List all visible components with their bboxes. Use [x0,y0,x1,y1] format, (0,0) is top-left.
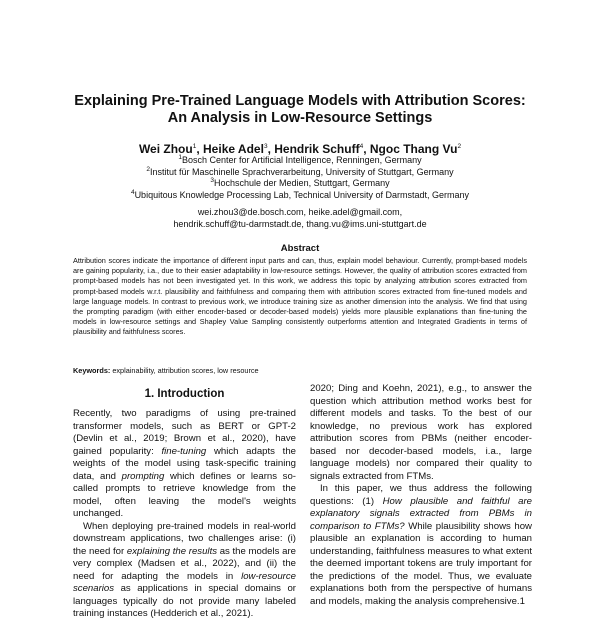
text-run: When deploying pre-trained models in real-world downstream applications, two challenges arise: (i) the need for [73,520,296,557]
text-run: While plausibility shows how plausible an explanation is according to human understanding, faithfulness measures to what extent the deemed important tokens are truly important for the predictions of the model. Thus, we evaluate explanations both from the perspective of humans and models, making the analysis comprehensive.1 [310,520,532,607]
affiliation [40,190,560,202]
affiliation [40,155,560,167]
author-name: Ngoc Thang Vu [369,142,458,156]
text-run: Recently, two paradigms of using pre-trained transformer models, such as BERT or GPT-2 (Devlin et al., 2019; Brown et al., 2020), have gained popularity: [73,408,296,457]
paragraph: 2020; Ding and Koehn, 2021), e.g., to answer the question which attribution method works best for different models and tasks. To the best of our knowledge, no previous work has explored attribution scores from PBMs (neither encoder-based nor decoder-based models, i.a., large language models) nor compared their quality to signals extracted from FTMs. [310,383,532,482]
author-emails [40,206,560,230]
email-line: hendrik.schuff@tu-darmstadt.de, thang.vu@ims.uni-stuttgart.de [173,219,427,230]
affil-number: 2 [146,165,150,173]
abstract-heading: Abstract [280,243,320,254]
affiliations [40,155,560,201]
emphasis: low-resource scenarios [73,570,296,594]
author-name: Heike Adel [203,142,264,156]
author-affil-mark: 2 [457,143,462,150]
paper-title [40,93,560,127]
emphasis: How plausible and faithful are explanatory signals extracted from PBMs in comparison to FTMs? [310,495,532,532]
author-name: Hendrik Schuff [274,142,360,156]
emphasis: fine-tuning [161,445,207,457]
title-line-1: Explaining Pre-Trained Language Models with Attribution Scores: [74,93,526,109]
text-run: as applications in special domains or languages typically do not provide many labeled training instances (Hedderich et al., 2021). [73,583,296,619]
keywords [73,366,527,376]
author-name: Wei Zhou [138,142,193,156]
abstract-text: Attribution scores indicate the importance of different input parts and can, thus, explain model behaviour. Currently, prompt-based models are gaining popularity, i.a., due to their easier adaptability in low-resource settings. However, the quality of attribution scores extracted from prompt-based models has not been investigated yet. In this work, we address this topic by analyzing attribution scores extracted from prompt-based models w.r.t. plausibility and faithfulness and comparing them with attribution scores extracted from fine-tuned models and large language models. In contrast to previous work, we introduce training size as another dimension into the analysis. We find that using the prompting paradigm (with either encoder-based or decoder-based models) yields more plausible explanations than fine-tuning the models in low-resource settings and Shapley Value Sampling consistently outperforms attention and Integrated Gradients in terms of plausibility and faithfulness scores. [73,256,527,337]
author-affil-mark: 1 [192,143,197,150]
affil-number: 4 [130,188,135,196]
left-column [73,408,296,619]
affiliation [40,167,560,179]
text-run: In this paper, we thus address the following questions: (1) [310,483,532,507]
keywords-text: explainability, attribution scores, low resource [112,366,259,375]
keywords-label: Keywords: [73,366,111,375]
affil-text: Institut für Maschinelle Sprachverarbeitung, University of Stuttgart, Germany [149,166,454,177]
affil-text: Bosch Center for Artificial Intelligence, Renningen, Germany [182,155,422,165]
text-run: which defines or learns so-called prompts to retrieve knowledge from the model, often leaving the model's weights unchanged. [73,470,296,519]
author-affil-mark: 4 [359,143,364,150]
emphasis: explaining the results [126,545,218,557]
text-run: which adapts the weights of the model using task-specific training data, and [73,445,296,482]
author-affil-mark: 3 [263,143,268,150]
affil-text: Ubiquitous Knowledge Processing Lab, Technical University of Darmstadt, Germany [134,189,470,200]
affil-number: 3 [210,177,215,185]
title-line-2: An Analysis in Low-Resource Settings [167,110,433,126]
affiliation [40,178,560,190]
text-run: as the models are very complex (Madsen et al., 2022), and (ii) the need for adapting the models in [73,545,296,582]
paragraph [73,521,296,621]
email-line: wei.zhou3@de.bosch.com, heike.adel@gmail.com, [197,207,403,217]
section-title-introduction: 1. Introduction [144,388,225,400]
author-list: Wei Zhou$^1$, Heike Adel$^3$, Hendrik Schuff$^4$, Ngoc Thang Vu$^2$ [138,142,462,156]
paragraph [310,483,532,608]
affil-number: 1 [178,154,182,161]
right-column [310,383,532,607]
affil-text: Hochschule der Medien, Stuttgart, Germany [214,178,390,189]
paragraph [73,408,296,521]
emphasis: prompting [121,470,165,482]
